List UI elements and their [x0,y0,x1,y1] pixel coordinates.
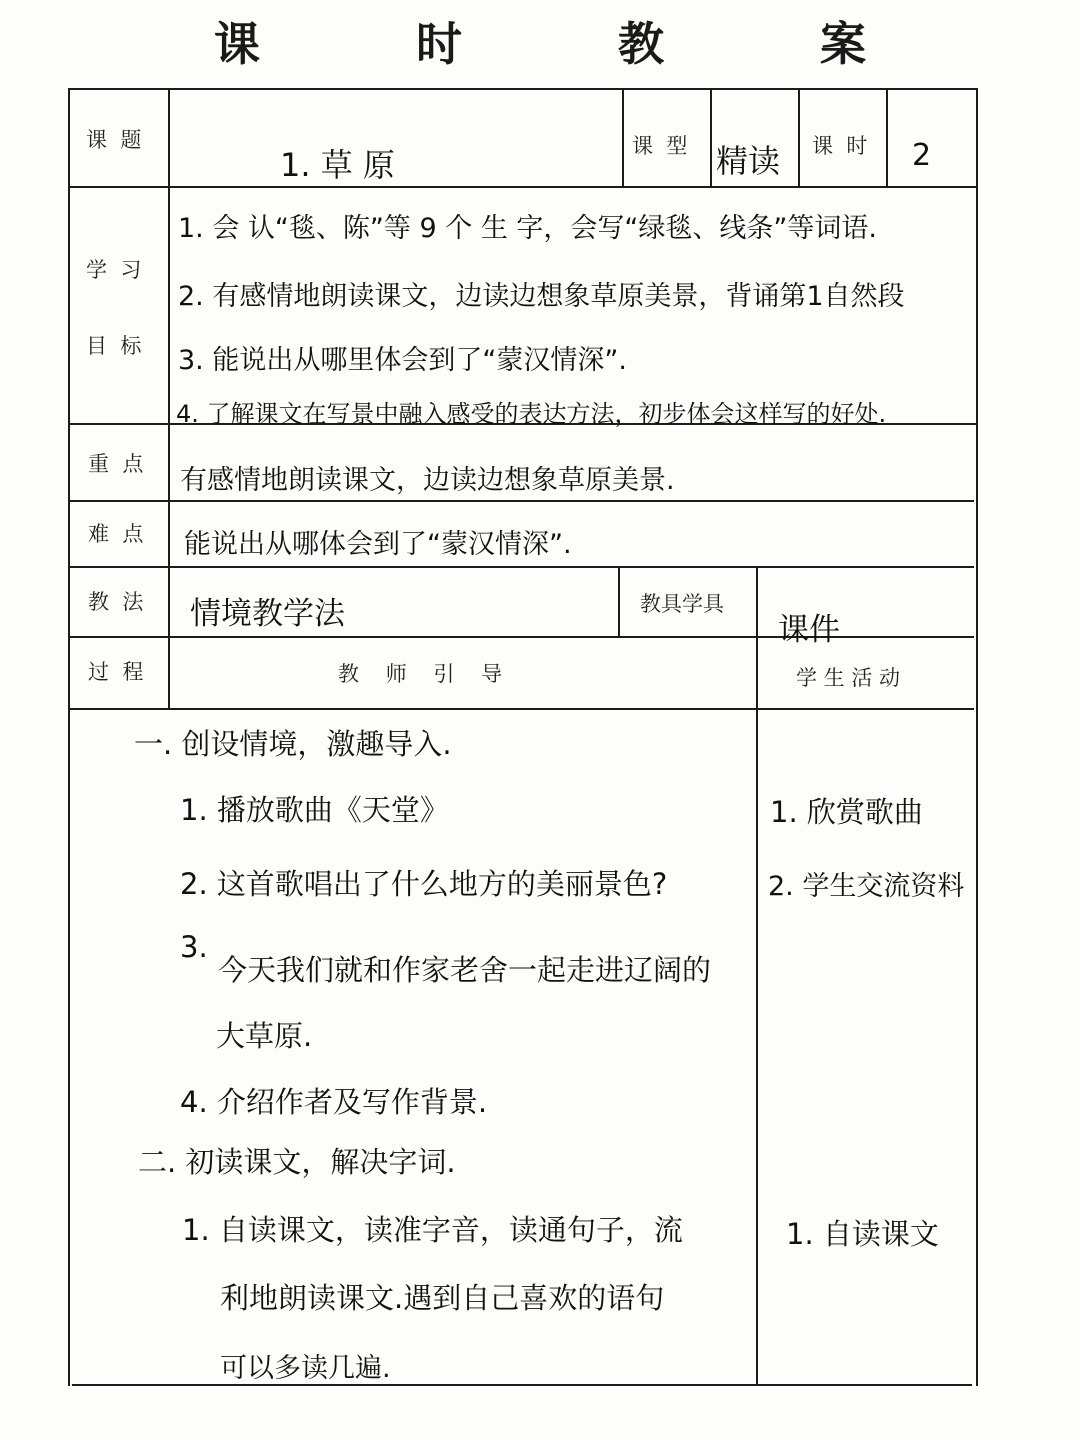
goal-item: 2. 有感情地朗读课文，边读边想象草原美景，背诵第1自然段 [178,281,905,312]
goals-label-line2: 目 标 [86,334,142,358]
difficulties-value: 能说出从哪体会到了“蒙汉情深”. [184,529,572,560]
student-activity: 1. 自读课文 [786,1217,939,1251]
teacher-step: 一. 创设情境，激趣导入. [134,727,452,761]
teacher-step: 二. 初读课文，解决字词. [138,1145,456,1179]
student-activity-header: 学 生 活 动 [796,666,901,690]
difficulties-label: 难 点 [88,522,144,546]
col-divider [622,88,624,186]
tools-value: 课件 [778,612,840,648]
goal-item: 1. 会 认“毯、陈”等 9 个 生 字，会写“绿毯、线条”等词语. [178,213,877,244]
teacher-step: 4. 介绍作者及写作背景. [180,1085,488,1119]
col-divider [886,88,888,186]
row-divider [70,566,974,568]
table-border-left [68,88,70,1386]
topic-label: 课 题 [86,128,142,152]
table-border-top [68,88,978,90]
key-points-label: 重 点 [88,452,144,476]
student-activity: 1. 欣赏歌曲 [770,795,923,829]
teacher-step: 大草原. [216,1019,313,1053]
teacher-step: 1. 播放歌曲《天堂》 [180,793,449,827]
teacher-step: 2. 这首歌唱出了什么地方的美丽景色? [180,867,668,901]
col-divider [710,88,712,186]
table-border-bottom [72,1384,972,1386]
row-divider [70,186,978,188]
teacher-step: 可以多读几遍. [220,1353,391,1384]
goals-label-line1: 学 习 [86,258,142,282]
goal-item: 3. 能说出从哪里体会到了“蒙汉情深”. [178,345,627,376]
teacher-step: 利地朗读课文.遇到自己喜欢的语句 [220,1281,665,1315]
row-divider [70,708,974,710]
topic-value: 1. 草 原 [280,146,395,184]
periods-value: 2 [912,138,932,173]
col-divider [756,566,758,1384]
row-divider [70,500,974,502]
col-divider [618,566,620,636]
tools-label: 教具学具 [640,592,724,616]
method-value: 情境教学法 [190,596,345,632]
student-activity: 2. 学生交流资料 [768,871,965,902]
process-label: 过 程 [88,660,144,684]
teacher-guide-header: 教 师 引 导 [338,662,503,686]
method-label: 教 法 [88,590,144,614]
teacher-step: 今天我们就和作家老舍一起走进辽阔的 [218,953,712,987]
page-title: 课 时 教 案 [213,17,937,71]
teacher-step: 3. [180,930,208,964]
table-border-right [976,88,978,1386]
type-label: 课 型 [632,134,688,158]
col-divider [798,88,800,186]
label-column-divider [168,88,170,708]
goal-item: 4. 了解课文在写景中融入感受的表达方法，初步体会这样写的好处. [176,400,887,428]
periods-label: 课 时 [812,134,868,158]
teacher-step: 1. 自读课文，读准字音，读通句子，流 [182,1213,683,1247]
type-value: 精读 [716,142,781,180]
key-points-value: 有感情地朗读课文，边读边想象草原美景. [180,465,675,496]
